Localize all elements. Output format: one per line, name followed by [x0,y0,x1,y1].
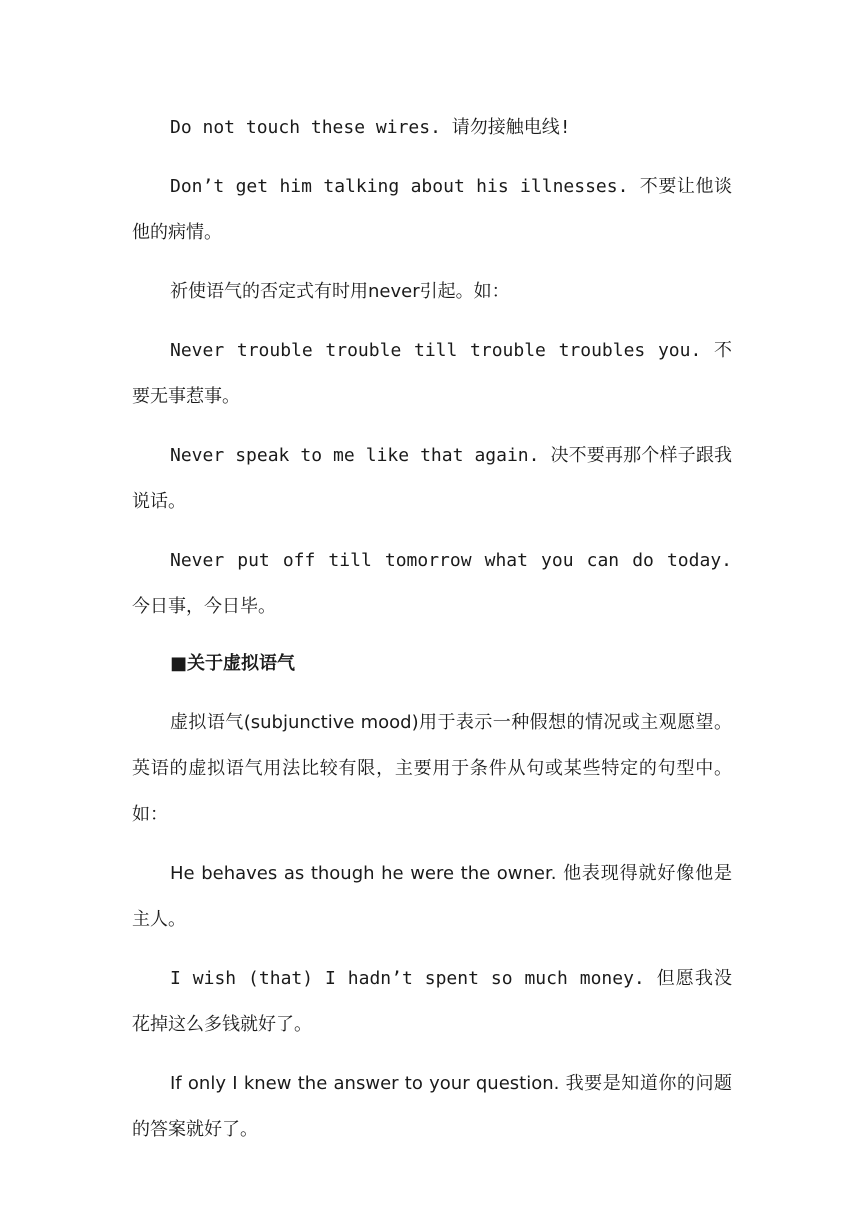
example-sentence: Do not touch these wires. 请勿接触电线! [170,117,571,138]
example-sentence: Never speak to me like that again. 决不要再那个样子跟我说话。 [132,445,732,512]
example-sentence: Never put off till tomorrow what you can do today. 今日事，今日毕。 [132,550,732,617]
example-sentence: I wish (that) I hadn’t spent so much money. 但愿我没花掉这么多钱就好了。 [132,968,732,1035]
document-page [132,105,732,1166]
example-sentence: Never trouble trouble till trouble troubles you. 不要无事惹事。 [132,340,732,407]
explanation-paragraph: 虚拟语气(subjunctive mood)用于表示一种假想的情况或主观愿望。英语的虚拟语气用法比较有限，主要用于条件从句或某些特定的句型中。如： [132,712,732,825]
example-sentence: He behaves as though he were the owner. 他表现得就好像他是主人。 [132,863,732,930]
example-sentence: Don’t get him talking about his illnesses. 不要让他谈他的病情。 [132,176,732,243]
explanation-paragraph: 祈使语气的否定式有时用never引起。如： [170,281,510,302]
section-heading: ■关于虚拟语气 [170,653,296,674]
example-sentence: If only I knew the answer to your question. 我要是知道你的问题的答案就好了。 [132,1073,732,1140]
